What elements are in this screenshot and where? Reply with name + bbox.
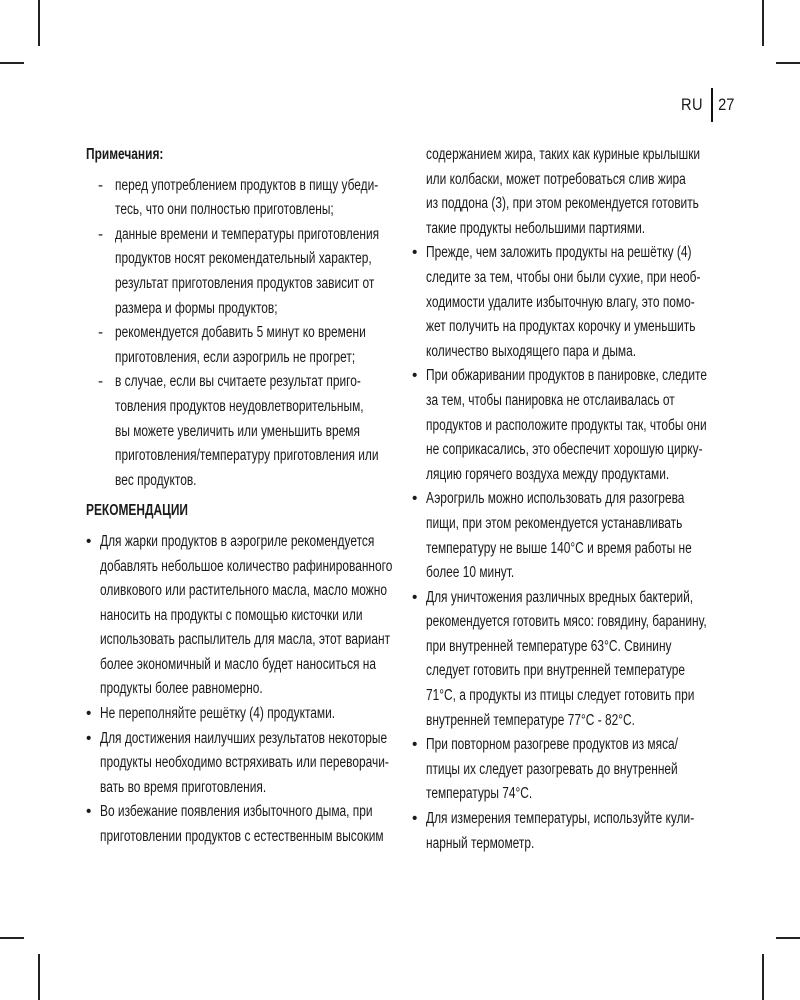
note-item [86, 370, 404, 493]
text-line: приготовления/температуру приготовления или [115, 447, 379, 465]
language-code: RU [680, 95, 703, 114]
text-line: оливкового или растительного масла, масло можно [100, 582, 388, 600]
text-line: использовать распылитель для масла, этот вариант [100, 631, 391, 649]
crop-mark [762, 0, 764, 46]
bullet-marker: • [412, 367, 418, 385]
bullet-marker: • [86, 532, 92, 550]
text-line: товления продуктов неудовлетворительным, [115, 397, 364, 415]
crop-mark [0, 62, 24, 64]
text-line: ходимости удалите избыточную влагу, это помо- [426, 293, 695, 311]
recommendations-heading: РЕКОМЕНДАЦИИ [86, 502, 188, 520]
dash-marker: - [98, 225, 104, 243]
text-line: ляцию горячего воздуха между продуктами. [426, 465, 670, 483]
crop-mark [776, 937, 800, 939]
text-line: • Во избежание появления избыточного дыма, при [86, 800, 404, 825]
text-line: • Прежде, чем заложить продукты на решётку (4) [412, 241, 716, 266]
text-line: более экономичный и масло будет наноситься на [100, 655, 376, 673]
text-line: или колбаски, может потребоваться слив жира [426, 170, 686, 188]
text-line: не соприкасались, это обеспечит хорошую цирку- [426, 441, 703, 459]
bullet-marker: • [412, 810, 418, 828]
recommendation-item [86, 530, 404, 702]
text-line: температуры 74°С. [426, 785, 533, 803]
text-line: • Не переполняйте решётку (4) продуктами. [86, 702, 404, 727]
crop-mark [38, 954, 40, 1000]
bullet-marker: • [86, 729, 92, 747]
text-line: приготовлении продуктов с естественным высоким [100, 828, 384, 846]
text-line: вать во время приготовления. [100, 778, 267, 796]
text-line: результат приготовления продуктов зависит от [115, 274, 375, 292]
text-line: вес продуктов. [115, 471, 197, 489]
recommendation-item [86, 702, 404, 727]
text-line: из поддона (3), при этом рекомендуется готовить [426, 195, 699, 213]
dash-marker: - [98, 176, 104, 194]
text-line: продуктов и расположите продукты так, чтобы они [426, 416, 707, 434]
recommendation-item [412, 241, 716, 364]
text-line: при внутренней температуре 63°С. Свинину [426, 637, 672, 655]
text-line: за тем, чтобы панировка не отслаивалась от [426, 391, 675, 409]
bullet-marker: • [412, 490, 418, 508]
notes-heading: Примечания: [86, 146, 164, 163]
text-line: • Для измерения температуры, используйте кули- [412, 807, 716, 832]
text-line: • Для достижения наилучших результатов некоторые [86, 727, 404, 752]
text-line: такие продукты небольшими партиями. [426, 219, 646, 237]
bullet-marker: • [86, 803, 92, 821]
bullet-marker: • [412, 736, 418, 754]
crop-mark [38, 0, 40, 46]
text-line: продукты более равномерно. [100, 680, 263, 698]
bullet-marker: • [86, 705, 92, 723]
recommendation-item [412, 487, 716, 585]
text-line: - в случае, если вы считаете результат приго- [86, 370, 404, 395]
text-line: добавлять небольшое количество рафинированного [100, 557, 393, 575]
crop-mark [762, 954, 764, 1000]
page-number: 27 [718, 95, 735, 114]
bullet-list [412, 241, 716, 856]
note-item [86, 174, 404, 223]
recommendations-list [86, 530, 404, 850]
text-line: жет получить на продуктах корочку и уменьшить [426, 318, 696, 336]
text-line: • При обжаривании продуктов в панировке, следите [412, 364, 716, 389]
text-line: пищи, при этом рекомендуется устанавливать [426, 514, 683, 532]
right-column [412, 143, 716, 856]
text-line: продукты необходимо встряхивать или переворачи- [100, 754, 389, 772]
text-line: птицы их следует разогревать до внутренней [426, 760, 678, 778]
text-line: • Аэрогриль можно использовать для разогрева [412, 487, 716, 512]
recommendation-item [86, 727, 404, 801]
text-line: вы можете увеличить или уменьшить время [115, 422, 360, 440]
text-line: следует готовить при внутренней температуре [426, 662, 686, 680]
text-line: количество выходящего пара и дыма. [426, 342, 637, 360]
text-line: внутренней температуре 77°С - 82°С. [426, 711, 635, 729]
text-line: нарный термометр. [426, 834, 535, 852]
text-line: - рекомендуется добавить 5 минут ко времени [86, 321, 404, 346]
note-item [86, 321, 404, 370]
recommendation-item [86, 800, 404, 849]
recommendation-item [412, 807, 716, 856]
crop-mark [0, 937, 24, 939]
text-line: содержанием жира, таких как куриные крылышки [426, 146, 701, 163]
text-line: 71°С, а продукты из птицы следует готовить при [426, 687, 695, 705]
text-line: тесь, что они полностью приготовлены; [115, 201, 334, 219]
dash-marker: - [98, 324, 104, 342]
dash-marker: - [98, 373, 104, 391]
bullet-marker: • [412, 244, 418, 262]
text-line: температуру не выше 140°С и время работы не [426, 539, 692, 557]
text-line: • При повторном разогреве продуктов из мяса/ [412, 733, 716, 758]
text-line: следите за тем, чтобы они были сухие, при необ- [426, 268, 701, 286]
note-item [86, 223, 404, 321]
text-line: рекомендуется готовить мясо: говядину, баранину, [426, 613, 707, 631]
crop-mark [776, 62, 800, 64]
bullet-marker: • [412, 588, 418, 606]
page-header [676, 88, 738, 122]
notes-list [86, 174, 404, 494]
text-line: приготовления, если аэрогриль не прогрет; [115, 348, 356, 366]
recommendation-item [412, 586, 716, 734]
recommendation-item [412, 733, 716, 807]
text-line: продуктов носят рекомендательный характер, [115, 250, 372, 268]
left-column [86, 143, 404, 850]
text-line: более 10 минут. [426, 564, 515, 582]
text-line: • Для уничтожения различных вредных бактерий, [412, 586, 716, 611]
recommendation-item [412, 364, 716, 487]
text-line: • Для жарки продуктов в аэрогриле рекомендуется [86, 530, 404, 555]
continuation-text [412, 143, 716, 241]
text-line: - перед употреблением продуктов в пищу убеди- [86, 174, 404, 199]
text-line: размера и формы продуктов; [115, 299, 278, 317]
text-line: - данные времени и температуры приготовления [86, 223, 404, 248]
text-line: наносить на продукты с помощью кисточки или [100, 606, 363, 624]
